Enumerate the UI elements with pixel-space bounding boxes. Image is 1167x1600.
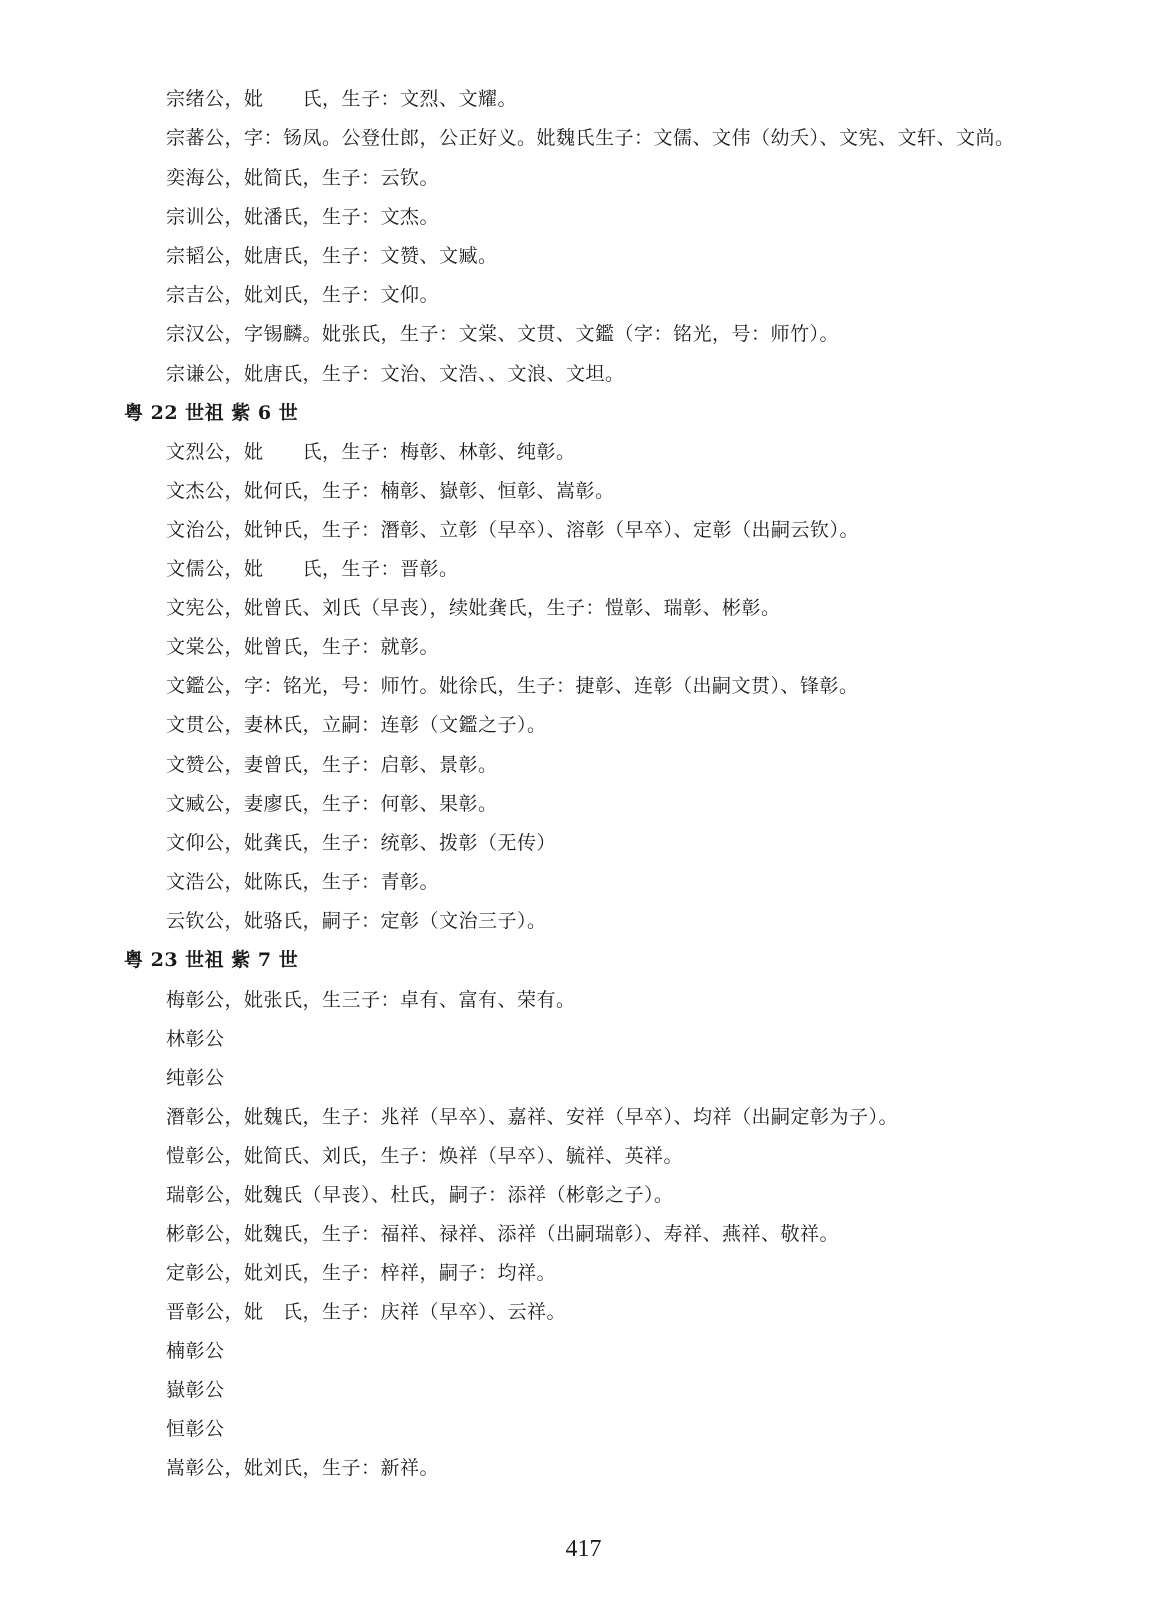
genealogy-entry: 宗蕃公，字：钖凤。公登仕郎，公正好义。妣魏氏生子：文儒、文伟（幼夭）、文宪、文轩、文尚。 <box>166 127 1015 149</box>
genealogy-entry: 文杰公，妣何氏，生子：楠彰、嶽彰、恒彰、嵩彰。 <box>166 480 615 502</box>
genealogy-entry: 纯彰公 <box>166 1067 225 1089</box>
genealogy-entry: 梅彰公，妣张氏，生三子：卓有、富有、荣有。 <box>166 989 576 1011</box>
page-number: 417 <box>565 1536 602 1562</box>
genealogy-entry: 文烈公，妣 氏，生子：梅彰、林彰、纯彰。 <box>166 441 576 463</box>
genealogy-entry: 嶽彰公 <box>166 1379 225 1401</box>
genealogy-entry: 彬彰公，妣魏氏，生子：福祥、禄祥、添祥（出嗣瑞彰）、寿祥、燕祥、敬祥。 <box>166 1223 840 1245</box>
genealogy-entry: 瑞彰公，妣魏氏（早丧）、杜氏，嗣子：添祥（彬彰之子）。 <box>166 1184 674 1206</box>
genealogy-entry: 宗吉公，妣刘氏，生子：文仰。 <box>166 284 440 306</box>
genealogy-entry: 云钦公，妣骆氏，嗣子：定彰（文治三子）。 <box>166 910 547 932</box>
genealogy-entry: 楠彰公 <box>166 1340 225 1362</box>
genealogy-entry: 宗汉公，字锡麟。妣张氏，生子：文棠、文贯、文鑑（字：铭光，号：师竹）。 <box>166 323 840 345</box>
genealogy-entry: 文臧公，妻廖氏，生子：何彰、果彰。 <box>166 793 498 815</box>
genealogy-entry: 潛彰公，妣魏氏，生子：兆祥（早卒）、嘉祥、安祥（早卒）、均祥（出嗣定彰为子）。 <box>166 1106 899 1128</box>
genealogy-entry: 定彰公，妣刘氏，生子：梓祥，嗣子：均祥。 <box>166 1262 557 1284</box>
genealogy-entry: 文浩公，妣陈氏，生子：青彰。 <box>166 871 440 893</box>
generation-heading: 粤 22 世祖 紫 6 世 <box>124 402 299 424</box>
genealogy-entry: 宗训公，妣潘氏，生子：文杰。 <box>166 206 440 228</box>
genealogy-entry: 奕海公，妣简氏，生子：云钦。 <box>166 167 440 189</box>
genealogy-entry: 文鑑公，字：铭光，号：师竹。妣徐氏，生子：捷彰、连彰（出嗣文贯）、锋彰。 <box>166 675 859 697</box>
genealogy-entry: 文儒公，妣 氏，生子：晋彰。 <box>166 558 459 580</box>
genealogy-entry: 林彰公 <box>166 1028 225 1050</box>
generation-heading: 粤 23 世祖 紫 7 世 <box>124 949 299 971</box>
genealogy-entry: 愷彰公，妣简氏、刘氏，生子：焕祥（早卒）、毓祥、英祥。 <box>166 1145 684 1167</box>
genealogy-entry: 晋彰公，妣 氏，生子：庆祥（早卒）、云祥。 <box>166 1301 567 1323</box>
genealogy-entry: 恒彰公 <box>166 1418 225 1440</box>
genealogy-entry: 宗韬公，妣唐氏，生子：文赞、文臧。 <box>166 245 498 267</box>
genealogy-entry: 文赞公，妻曾氏，生子：启彰、景彰。 <box>166 754 498 776</box>
genealogy-entry: 文治公，妣钟氏，生子：潛彰、立彰（早卒）、溶彰（早卒）、定彰（出嗣云钦）。 <box>166 519 860 541</box>
genealogy-entry: 宗绪公，妣 氏，生子：文烈、文耀。 <box>166 88 518 110</box>
genealogy-entry: 文棠公，妣曾氏，生子：就彰。 <box>166 636 440 658</box>
genealogy-entry: 文贯公，妻林氏，立嗣：连彰（文鑑之子）。 <box>166 714 547 736</box>
genealogy-entry: 宗谦公，妣唐氏，生子：文治、文浩、、文浪、文坦。 <box>166 363 625 385</box>
genealogy-entry: 文宪公，妣曾氏、刘氏（早丧），续妣龚氏，生子：愷彰、瑞彰、彬彰。 <box>166 597 781 619</box>
genealogy-entry: 嵩彰公，妣刘氏，生子：新祥。 <box>166 1457 440 1479</box>
genealogy-entry: 文仰公，妣龚氏，生子：统彰、拨彰（无传） <box>166 832 557 854</box>
